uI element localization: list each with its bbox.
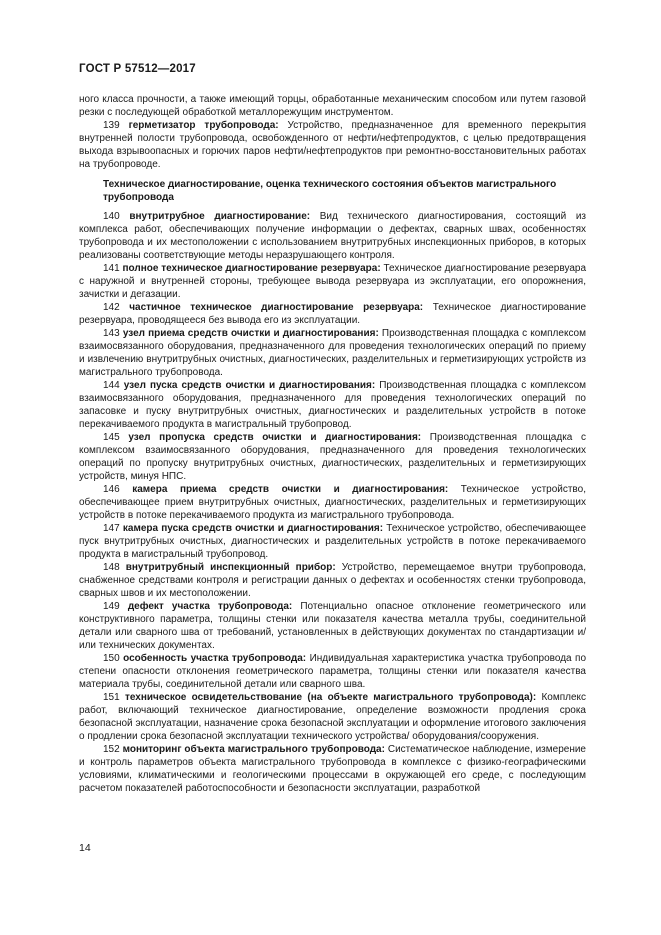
term-number: 141: [103, 263, 120, 274]
term-number: 150: [103, 653, 120, 664]
term-name: полное техническое диагностирование резервуара:: [122, 263, 381, 274]
term-number: 144: [103, 380, 120, 391]
term-definition: Производственная площадка с комплексом взаимосвязанного оборудования, предназначенного для проведения технологических операций по приему и извлечению внутритрубных очистных, диагностических, разделительных и герметизирующих устройств из магистрального трубопровода.: [79, 328, 586, 378]
term-entry-142: [79, 301, 586, 327]
term-definition: Техническое устройство, обеспечивающее прием внутритрубных очистных, диагностических, разделительных и герметизирующих устройств в потоке перекачиваемого продукта из магистрального трубопровода.: [79, 484, 586, 521]
term-definition: Вид технического диагностирования, состоящий из комплекса работ, обеспечивающих получение информации о дефектах, сварных швах, особенностях трубопровода и их местоположении с использованием внутритрубных инспекционных приборов, в которых реализованы соответствующие методы неразрушающего контроля.: [79, 211, 587, 261]
term-definition: Систематическое наблюдение, измерение и контроль параметров объекта магистрального трубопровода в комплексе с физико-географическими условиями, климатическими и геологическими процессами в окружающей его среде, с последующим расчетом показателей работоспособности и безопасности эксплуатации, разработкой: [79, 744, 586, 794]
term-name: камера пуска средств очистки и диагностирования:: [122, 523, 384, 534]
term-entry-148: [79, 561, 586, 600]
term-number: 143: [103, 328, 120, 339]
term-entry-152: [79, 743, 586, 795]
term-number: 148: [103, 562, 120, 573]
term-entry-140: [79, 210, 586, 262]
term-number: 139: [103, 120, 120, 131]
term-number: 145: [103, 432, 120, 443]
term-number: 152: [103, 744, 120, 755]
term-number: 142: [103, 302, 120, 313]
term-entry-139: [79, 119, 586, 171]
term-definition: Индивидуальная характеристика участка трубопровода по степени опасности отклонения геометрического параметра, толщины стенки или показателя качества материала трубы, соединительной детали или сварного шва.: [79, 653, 587, 690]
term-entry-143: [79, 327, 586, 379]
term-entry-141: [79, 262, 586, 301]
term-definition: Производственная площадка с комплексом взаимосвязанного оборудования, предназначенного для проведения технологических операций по запасовке и пуску внутритрубных очистных, диагностических и разделительных устройств в потоке перекачиваемого продукта в магистральный трубопровод.: [79, 380, 587, 430]
term-name: дефект участка трубопровода:: [127, 601, 293, 612]
document-body: [79, 93, 586, 795]
standard-header: ГОСТ Р 57512—2017: [79, 63, 196, 75]
term-name: герметизатор трубопровода:: [128, 120, 279, 131]
term-definition: Комплекс работ, включающий техническое диагностирование, определение возможности продления срока безопасной эксплуатации, назначение срока безопасной эксплуатации и оформление итогового заключения о продлении срока безопасной эксплуатации технического устройства/ оборудования/сооружения.: [79, 692, 586, 742]
term-entry-144: [79, 379, 586, 431]
term-definition: Потенциально опасное отклонение геометрического или конструктивного параметра, толщины стенки или показателя качества металла трубы, соединительной детали или сварного шва от требований, установленных в действующих документах по стандартизации и/или технических документах.: [79, 601, 586, 651]
term-name: узел пропуска средств очистки и диагностирования:: [128, 432, 422, 443]
term-name: внутритрубный инспекционный прибор:: [125, 562, 336, 573]
term-name: техническое освидетельствование (на объекте магистрального трубопровода):: [124, 692, 537, 703]
term-name: узел пуска средств очистки и диагностирования:: [123, 380, 376, 391]
term-definition: Устройство, предназначенное для временного перекрытия внутренней полости трубопровода, освобожденного от нефти/нефтепродуктов, с целью предотвращения выхода взрывоопасных и горючих паров нефти/нефтепродуктов при ремонтно-восстановительных работах на трубопроводе.: [79, 120, 587, 170]
term-name: внутритрубное диагностирование:: [129, 211, 311, 222]
term-entry-150: [79, 652, 586, 691]
term-entry-151: [79, 691, 586, 743]
term-entry-146: [79, 483, 586, 522]
continued-paragraph: ного класса прочности, а также имеющий торцы, обработанные механическим способом или путем газовой резки с последующей обработкой металлорежущим инструментом.: [79, 94, 586, 118]
term-entry-149: [79, 600, 586, 652]
term-name: особенность участка трубопровода:: [123, 653, 307, 664]
term-number: 149: [103, 601, 120, 612]
term-entry-147: [79, 522, 586, 561]
term-definition: Техническое устройство, обеспечивающее пуск внутритрубных очистных, диагностических и разделительных устройств в потоке перекачиваемого продукта в магистральный трубопровод.: [79, 523, 587, 560]
term-definition: Техническое диагностирование резервуара с наружной и внутренней стороны, требующее вывода резервуара из эксплуатации, его опорожнения, зачистки и дегазации.: [79, 263, 587, 300]
term-name: узел приема средств очистки и диагностирования:: [122, 328, 379, 339]
term-number: 151: [103, 692, 120, 703]
section-heading: Техническое диагностирование, оценка технического состояния объектов магистрального трубопровода: [103, 179, 557, 203]
term-definition: Производственная площадка с комплексом взаимосвязанного оборудования, предназначенного для проведения технологических операций по пропуску внутритрубных очистных, диагностических, разделительных и герметизирующих устройств, минуя НПС.: [79, 432, 587, 482]
term-name: камера приема средств очистки и диагностирования:: [132, 484, 449, 495]
term-definition: Устройство, перемещаемое внутри трубопровода, снабженное средствами контроля и регистрации данных о дефектах и особенностях стенки трубопровода, сварных швов и их местоположении.: [79, 562, 587, 599]
term-number: 140: [103, 211, 120, 222]
term-definition: Техническое диагностирование резервуара, проводящееся без вывода его из эксплуатации.: [79, 302, 587, 326]
term-number: 146: [103, 484, 120, 495]
page-number: 14: [79, 842, 91, 854]
term-number: 147: [103, 523, 120, 534]
term-name: мониторинг объекта магистрального трубопровода:: [122, 744, 385, 755]
term-name: частичное техническое диагностирование резервуара:: [129, 302, 424, 313]
term-entry-145: [79, 431, 586, 483]
